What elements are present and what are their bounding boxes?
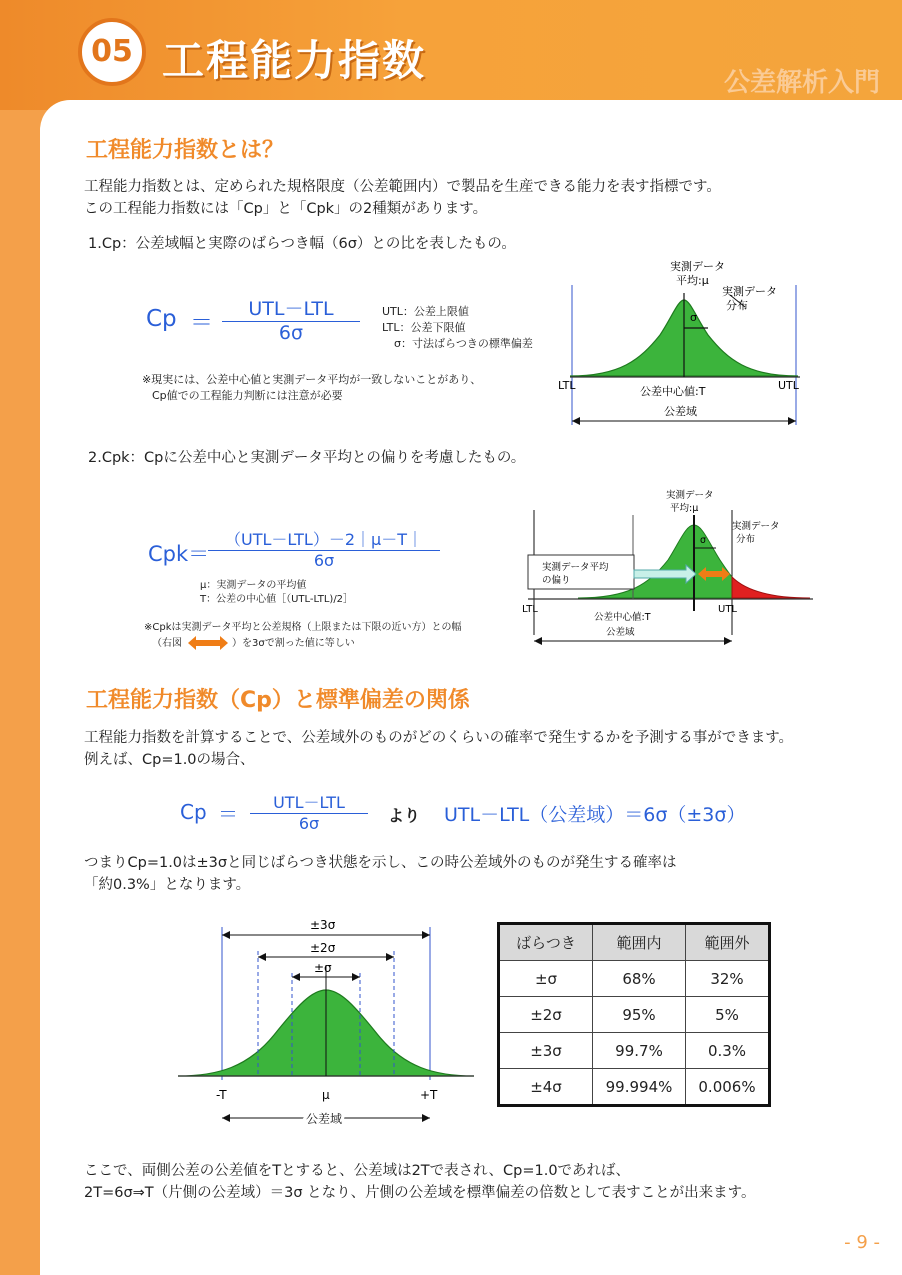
table-header-cell: 範囲外 <box>686 924 770 961</box>
cp-denominator: 6σ <box>278 322 304 344</box>
formula2-lhs: Cp <box>180 800 207 824</box>
para3-line-1: ここで、両側公差の公差値をTとすると、公差域は2Tで表され、Cp=1.0であれば、 <box>84 1163 631 1179</box>
table-cell: 99.994% <box>593 1069 686 1106</box>
formula2-fraction <box>250 790 368 833</box>
cpk-note-2a: （右図 <box>152 638 182 649</box>
bias-label-1: 実測データ平均 <box>542 562 609 573</box>
para1-line-1: 工程能力指数を計算することで、公差域外のものがどのくらいの確率で発生するかを予測する事ができます。 <box>84 730 794 746</box>
table-header-cell: ばらつき <box>499 924 593 961</box>
mean-label-2b: 平均:μ <box>670 503 699 514</box>
cp-legend-utl: UTL：公差上限値 <box>382 305 469 318</box>
cp-note-2: Cp値での工程能力判断には注意が必要 <box>152 389 343 402</box>
minus-t-label: -T <box>216 1088 227 1102</box>
range-label: 公差域 <box>664 405 697 418</box>
cpk-numerator: （UTL－LTL）－2｜μ－T｜ <box>208 527 440 551</box>
item2-text: 2.Cpk：Cpに公差中心と実測データ平均との偏りを考慮したもの。 <box>88 450 526 466</box>
table-header-row <box>499 924 770 961</box>
cpk-note-2b: ）を3σで割った値に等しい <box>232 638 355 649</box>
page-number: - 9 - <box>844 1232 880 1253</box>
mean-label-1: 実測データ <box>670 260 725 273</box>
sigma-range-figure <box>178 915 478 1130</box>
formula2-rhs: UTL－LTL（公差域）＝6σ（±3σ） <box>444 804 746 826</box>
table-header-cell: 範囲内 <box>593 924 686 961</box>
cpk-formula-lhs: Cpk＝ <box>148 542 210 566</box>
out-of-spec-tail <box>732 577 810 598</box>
range-label-2: 公差域 <box>606 627 635 638</box>
plus-t-label: +T <box>420 1088 438 1102</box>
para2-line-2: 「約0.3%」となります。 <box>84 877 251 893</box>
dist-label-2a: 実測データ <box>732 521 780 532</box>
page-header <box>0 0 902 110</box>
cp-legend-sigma: σ：寸法ばらつきの標準偏差 <box>394 337 533 350</box>
section1-heading: 工程能力指数とは？ <box>86 138 285 163</box>
s2-label: ±2σ <box>310 941 336 955</box>
table-cell: 0.006% <box>686 1069 770 1106</box>
section2-heading: 工程能力指数（Cp）と標準偏差の関係 <box>86 688 470 713</box>
s2-arrow-right <box>386 953 394 961</box>
table-cell: 99.7% <box>593 1033 686 1069</box>
cpk-legend-mu: μ：実測データの平均値 <box>200 580 307 591</box>
utl-label-2: UTL <box>718 604 737 615</box>
intro-line-2: この工程能力指数には「Cp」と「Cpk」の2種類があります。 <box>84 201 488 217</box>
ltl-label: LTL <box>558 379 576 392</box>
mean-label-2: 平均:μ <box>676 274 709 287</box>
cpk-formula-fraction <box>208 527 440 570</box>
sigma-probability-table <box>497 922 771 1107</box>
table-row <box>499 1069 770 1106</box>
range-arrow-3-right <box>422 1114 430 1122</box>
formula2-yori: より <box>388 806 421 825</box>
cp-formula-eq: ＝ <box>190 310 213 336</box>
formula2-denominator: 6σ <box>298 814 320 833</box>
dist-label-1: 実測データ <box>722 285 777 298</box>
range-arrow-2-right <box>724 637 732 645</box>
cp-formula-lhs: Cp <box>146 306 177 332</box>
dist-label-2b: 分布 <box>736 534 756 545</box>
intro-line-1: 工程能力指数とは、定められた規格限度（公差範囲内）で製品を生産できる能力を表す指標です。 <box>84 179 721 195</box>
range-arrow-2-left <box>534 637 542 645</box>
cpk-legend-t: T：公差の中心値［（UTL-LTL)/2］ <box>200 594 354 605</box>
formula2-eq: ＝ <box>218 802 238 826</box>
s1-arrow-right <box>352 973 360 981</box>
bias-label-2: の偏り <box>542 575 571 586</box>
table-cell: 68% <box>593 961 686 997</box>
range-arrow-right <box>788 417 796 425</box>
table-cell: 5% <box>686 997 770 1033</box>
para1-line-2: 例えば、Cp=1.0の場合、 <box>84 752 255 768</box>
range-arrow-3-left <box>222 1114 230 1122</box>
chapter-badge <box>78 18 146 86</box>
item1-text: 1.Cp：公差域幅と実際のばらつき幅（6σ）との比を表したもの。 <box>88 236 516 252</box>
table-cell: 95% <box>593 997 686 1033</box>
chapter-number: 05 <box>91 34 133 69</box>
range-arrow-left <box>572 417 580 425</box>
table-cell: 0.3% <box>686 1033 770 1069</box>
s3-arrow-right <box>422 931 430 939</box>
s1-arrow-left <box>292 973 300 981</box>
cpk-denominator: 6σ <box>313 551 335 570</box>
s3-label: ±3σ <box>310 918 336 932</box>
center-label: 公差中心値:T <box>640 385 706 398</box>
mu-label: μ <box>322 1088 330 1102</box>
table-row <box>499 961 770 997</box>
cpk-distribution-figure <box>518 485 818 660</box>
range-label-3: 公差域 <box>306 1112 343 1126</box>
table-cell: ±σ <box>499 961 593 997</box>
center-label-2: 公差中心値:T <box>594 612 651 623</box>
cp-distribution-figure <box>540 255 820 435</box>
ltl-label-2: LTL <box>522 604 538 615</box>
chapter-title: 工程能力指数 <box>162 36 427 85</box>
table-row <box>499 1033 770 1069</box>
sigma-label: σ <box>690 311 697 324</box>
utl-label: UTL <box>778 379 799 392</box>
cp-legend-ltl: LTL：公差下限値 <box>382 321 466 334</box>
table-cell: ±4σ <box>499 1069 593 1106</box>
table-row <box>499 997 770 1033</box>
cp-note-1: ※現実には、公差中心値と実測データ平均が一致しないことがあり、 <box>142 373 482 386</box>
s1-label: ±σ <box>314 961 332 975</box>
para3-line-2: 2T=6σ⇒T（片側の公差域）＝3σ となり、片側の公差域を標準偏差の倍数として表すことが出来ます。 <box>84 1185 756 1201</box>
formula2-numerator: UTL－LTL <box>250 790 368 814</box>
orange-double-arrow-icon <box>188 636 228 650</box>
book-title: 公差解析入門 <box>723 68 880 98</box>
sigma-label-2: σ <box>700 535 707 546</box>
cp-formula-fraction <box>222 294 360 344</box>
s2-arrow-left <box>258 953 266 961</box>
s3-arrow-left <box>222 931 230 939</box>
cpk-note-1: ※Cpkは実測データ平均と公差規格（上限または下限の近い方）との幅 <box>144 622 462 633</box>
table-cell: 32% <box>686 961 770 997</box>
table-cell: ±3σ <box>499 1033 593 1069</box>
cp-numerator: UTL－LTL <box>222 294 360 322</box>
dist-label-2: 分布 <box>726 299 748 312</box>
mean-label-2a: 実測データ <box>666 490 714 501</box>
para2-line-1: つまりCp=1.0は±3σと同じばらつき状態を示し、この時公差域外のものが発生する確率は <box>84 855 677 871</box>
table-cell: ±2σ <box>499 997 593 1033</box>
